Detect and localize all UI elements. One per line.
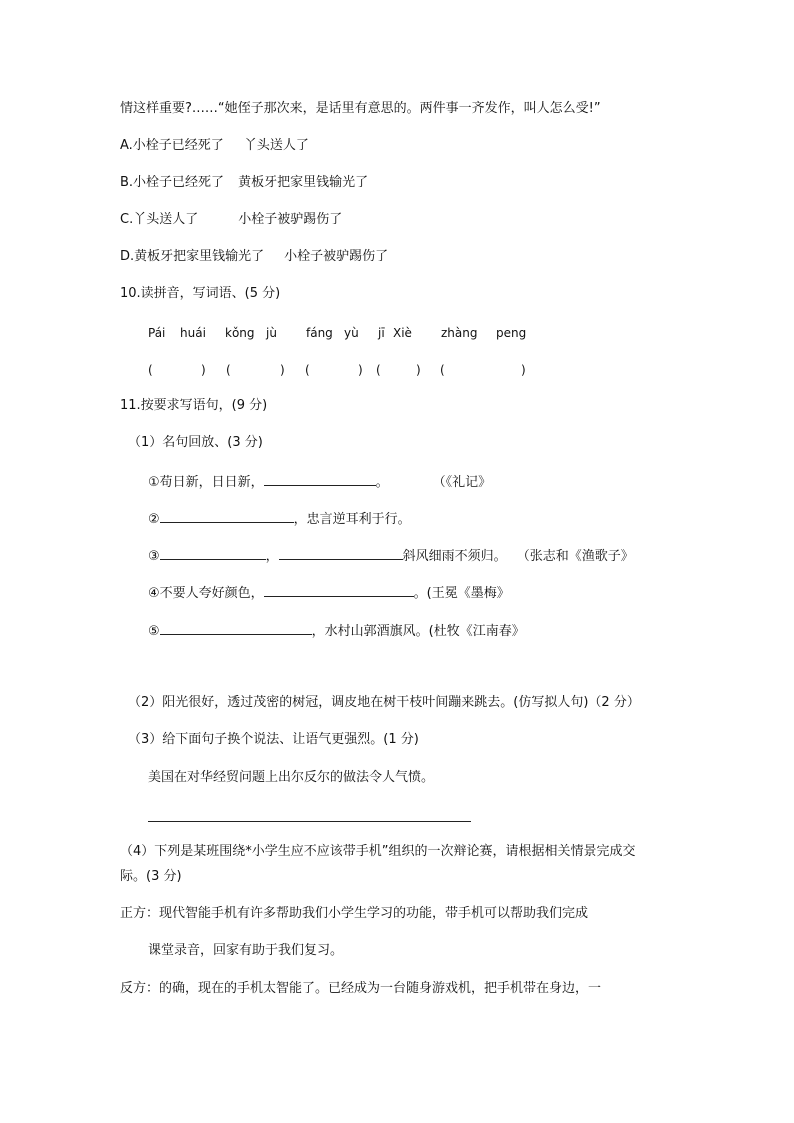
q11-part3-sentence: 美国在对华经贸问题上出尔反尔的做法令人气愤。 <box>148 770 435 785</box>
answer-paren-open: ( <box>440 363 445 377</box>
pinyin-syllable: zhàng <box>441 326 478 340</box>
q11-part2: （2）阳光很好，透过茂密的树冠，调皮地在树干枝叶间蹦来跳去。(仿写拟人句)（2 分） <box>128 695 640 710</box>
pinyin-syllable: jī <box>378 326 385 340</box>
q9-option-b <box>120 174 368 192</box>
q11-part1-title: （1）名句回放、(3 分) <box>128 435 263 450</box>
quote-text: 。 <box>375 475 389 490</box>
q9-option-d <box>120 248 388 266</box>
pinyin-syllable: Xiè <box>393 326 412 340</box>
q11-part3-title: （3）给下面句子换个说法、让语气更强烈。(1 分) <box>128 732 419 747</box>
quote-text: ④不要人夸好颜色， <box>148 586 264 601</box>
pinyin-syllable: jù <box>266 326 277 340</box>
option-text: 小栓子被驴踢伤了 <box>284 249 389 264</box>
answer-paren-close: ) <box>521 363 526 377</box>
q10-title: 10.读拼音，写词语、(5 分) <box>120 286 281 301</box>
q9-stem: 情这样重要?……“她侄子那次来，是话里有意思的。两件事一齐发作，叫人怎么受!” <box>120 101 601 116</box>
pinyin-syllable: peng <box>496 326 527 340</box>
q9-option-c <box>120 211 342 229</box>
quote-text: ⑤ <box>148 624 160 639</box>
answer-paren-open: ( <box>376 363 381 377</box>
answer-paren-open: ( <box>226 363 231 377</box>
fill-blank[interactable] <box>160 545 266 560</box>
answer-paren-close: ) <box>416 363 421 377</box>
answer-paren-close: ) <box>201 363 206 377</box>
quote-text: ①苟日新，日日新， <box>148 475 264 490</box>
answer-paren-open: ( <box>148 363 153 377</box>
quote-source: （张志和《渔歌子》 <box>516 549 634 564</box>
answer-paren-close: ) <box>358 363 363 377</box>
fill-blank[interactable] <box>264 471 376 486</box>
option-text: 小栓子被驴踢伤了 <box>238 212 343 227</box>
q11-part4-title-cont: 际。(3 分) <box>120 869 182 884</box>
option-text: B.小栓子已经死了 <box>120 175 225 190</box>
fill-blank[interactable] <box>279 545 403 560</box>
debate-con: 反方：的确，现在的手机太智能了。已经成为一台随身游戏机，把手机带在身边，一 <box>120 981 602 996</box>
quote-text: 斜风细雨不须归。 <box>402 549 507 564</box>
pinyin-syllable: yù <box>344 326 359 340</box>
option-text: 黄板牙把家里钱输光了 <box>238 175 369 190</box>
quote-line-5 <box>148 620 525 641</box>
quote-line-3 <box>148 545 634 566</box>
answer-paren-close: ) <box>280 363 285 377</box>
pinyin-syllable: fáng <box>306 326 333 340</box>
fill-blank[interactable] <box>264 582 414 597</box>
q9-option-a <box>120 137 309 155</box>
pinyin-syllable: huái <box>180 326 206 340</box>
quote-text: ③ <box>148 549 160 564</box>
answer-line[interactable] <box>148 821 471 822</box>
option-text: D.黄板牙把家里钱输光了 <box>120 249 265 264</box>
quote-text: ② <box>148 512 160 527</box>
q11-title: 11.按要求写语句，(9 分) <box>120 398 268 413</box>
quote-line-4 <box>148 582 510 603</box>
debate-pro: 正方：现代智能手机有许多帮助我们小学生学习的功能，带手机可以帮助我们完成 <box>120 906 589 921</box>
option-text: A.小栓子已经死了 <box>120 138 224 153</box>
option-text: C.丫头送人了 <box>120 212 199 227</box>
quote-text: ，忠言逆耳利于行。 <box>293 512 411 527</box>
quote-line-1 <box>148 471 491 492</box>
quote-source: （《礼记》 <box>432 475 492 490</box>
quote-line-2 <box>148 508 411 529</box>
quote-text: ， <box>265 549 279 564</box>
option-text: 丫头送人了 <box>243 138 309 153</box>
quote-source: 。(王冕《墨梅》 <box>413 586 510 601</box>
pinyin-syllable: Pái <box>148 326 166 340</box>
debate-pro-cont: 课堂录音，回家有助于我们复习。 <box>148 943 344 958</box>
fill-blank[interactable] <box>160 620 312 635</box>
q11-part4-title: （4）下列是某班围绕*小学生应不应该带手机”组织的一次辩论赛，请根据相关情景完成交 <box>120 844 636 859</box>
fill-blank[interactable] <box>160 508 294 523</box>
quote-text: ，水村山郭酒旗风。(杜牧《江南春》 <box>311 624 525 639</box>
pinyin-syllable: kǒng <box>225 326 255 340</box>
answer-paren-open: ( <box>305 363 310 377</box>
